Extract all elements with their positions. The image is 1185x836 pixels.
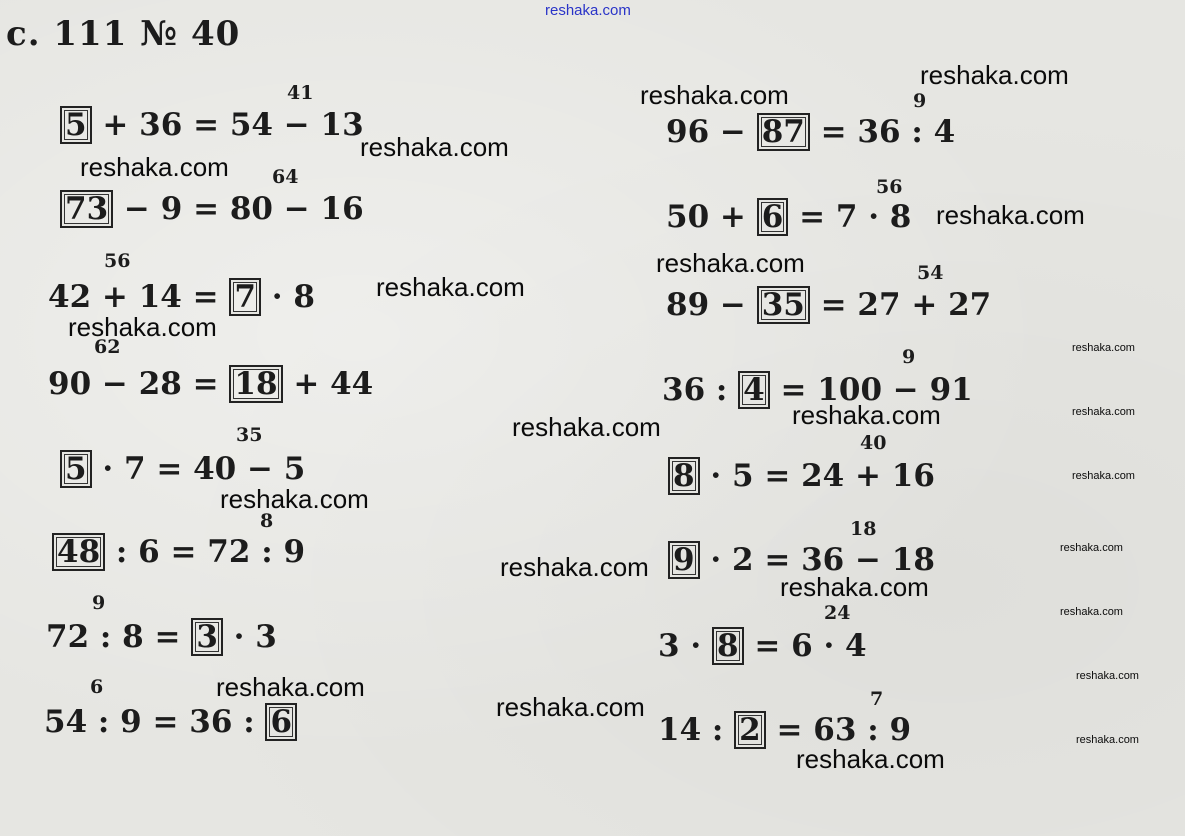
answer-box: 87 [757, 113, 810, 151]
equation-text: 90 − 28 = [48, 366, 230, 402]
small-watermark: reshaka.com [1060, 542, 1123, 554]
left-equation [60, 106, 364, 144]
answer-box: 35 [757, 286, 810, 324]
equation-text: : 6 = 72 : 9 [105, 534, 306, 570]
intermediate-result: 40 [860, 432, 887, 454]
answer-box: 9 [668, 541, 700, 579]
intermediate-result: 24 [824, 602, 851, 624]
answer-box: 6 [265, 703, 297, 741]
answer-box: 3 [191, 618, 223, 656]
equation-text: 72 : 8 = [46, 619, 192, 655]
right-equation [658, 627, 867, 665]
watermark: reshaka.com [68, 312, 217, 342]
intermediate-result: 9 [913, 90, 927, 112]
equation-text: = 100 − 91 [769, 372, 973, 408]
equation-text: · 3 [222, 619, 277, 655]
right-equation [666, 286, 991, 324]
small-watermark: reshaka.com [1072, 406, 1135, 418]
watermark: reshaka.com [360, 132, 509, 162]
equation-text: · 5 = 24 + 16 [699, 458, 935, 494]
equation-text: 36 : [662, 372, 739, 408]
equation-text: + 44 [282, 366, 374, 402]
answer-box: 48 [52, 533, 105, 571]
equation-text: 89 − [666, 287, 757, 323]
small-watermark: reshaka.com [1072, 470, 1135, 482]
intermediate-result: 18 [850, 518, 877, 540]
answer-box: 7 [229, 278, 261, 316]
watermark: reshaka.com [792, 400, 941, 430]
watermark: reshaka.com [640, 80, 789, 110]
answer-box: 18 [229, 365, 282, 403]
watermark: reshaka.com [780, 572, 929, 602]
answer-box: 8 [712, 627, 744, 665]
watermark: reshaka.com [216, 672, 365, 702]
small-watermark: reshaka.com [1076, 670, 1139, 682]
watermark: reshaka.com [80, 152, 229, 182]
intermediate-result: 64 [272, 166, 299, 188]
left-equation [60, 450, 305, 488]
left-equation [52, 533, 305, 571]
intermediate-result: 35 [236, 424, 263, 446]
equation-text: 96 − [666, 114, 757, 150]
small-watermark: reshaka.com [1072, 342, 1135, 354]
equation-text: · 8 [260, 279, 315, 315]
watermark: reshaka.com [500, 552, 649, 582]
equation-text: 54 : 9 = 36 : [44, 704, 266, 740]
intermediate-result: 54 [917, 262, 944, 284]
left-equation [46, 618, 277, 656]
equation-text: · 7 = 40 − 5 [91, 451, 306, 487]
intermediate-result: 41 [287, 82, 314, 104]
answer-box: 2 [734, 711, 766, 749]
intermediate-result: 7 [870, 688, 884, 710]
watermark: reshaka.com [936, 200, 1085, 230]
left-equation [60, 190, 364, 228]
left-equation [48, 365, 373, 403]
equation-text: 3 · [658, 628, 712, 664]
equation-text: − 9 = 80 − 16 [113, 191, 364, 227]
answer-box: 6 [757, 198, 789, 236]
intermediate-result: 6 [90, 676, 104, 698]
top-watermark: reshaka.com [545, 2, 631, 19]
equation-text: 42 + 14 = [48, 279, 230, 315]
left-equation [48, 278, 315, 316]
intermediate-result: 56 [104, 250, 131, 272]
right-equation [666, 113, 955, 151]
intermediate-result: 8 [260, 510, 274, 532]
equation-text: = 6 · 4 [743, 628, 867, 664]
page-title: с. 111 № 40 [6, 14, 241, 54]
watermark: reshaka.com [920, 60, 1069, 90]
intermediate-result: 56 [876, 176, 903, 198]
answer-box: 8 [668, 457, 700, 495]
watermark: reshaka.com [376, 272, 525, 302]
answer-box: 4 [738, 371, 770, 409]
watermark: reshaka.com [496, 692, 645, 722]
equation-text: · 2 = 36 − 18 [699, 542, 935, 578]
watermark: reshaka.com [512, 412, 661, 442]
watermark: reshaka.com [796, 744, 945, 774]
answer-box: 73 [60, 190, 113, 228]
equation-text: = 27 + 27 [809, 287, 992, 323]
equation-text: 50 + [666, 199, 757, 235]
intermediate-result: 9 [92, 592, 106, 614]
left-equation [44, 703, 297, 741]
right-equation [668, 457, 935, 495]
equation-text: = 63 : 9 [765, 712, 912, 748]
small-watermark: reshaka.com [1060, 606, 1123, 618]
intermediate-result: 9 [902, 346, 916, 368]
answer-box: 5 [60, 450, 92, 488]
equation-text: = 36 : 4 [809, 114, 956, 150]
right-equation [666, 198, 911, 236]
equation-text: 14 : [658, 712, 735, 748]
watermark: reshaka.com [220, 484, 369, 514]
small-watermark: reshaka.com [1076, 734, 1139, 746]
equation-text: + 36 = 54 − 13 [91, 107, 364, 143]
watermark: reshaka.com [656, 248, 805, 278]
answer-box: 5 [60, 106, 92, 144]
equation-text: = 7 · 8 [788, 199, 912, 235]
intermediate-result: 62 [94, 336, 121, 358]
